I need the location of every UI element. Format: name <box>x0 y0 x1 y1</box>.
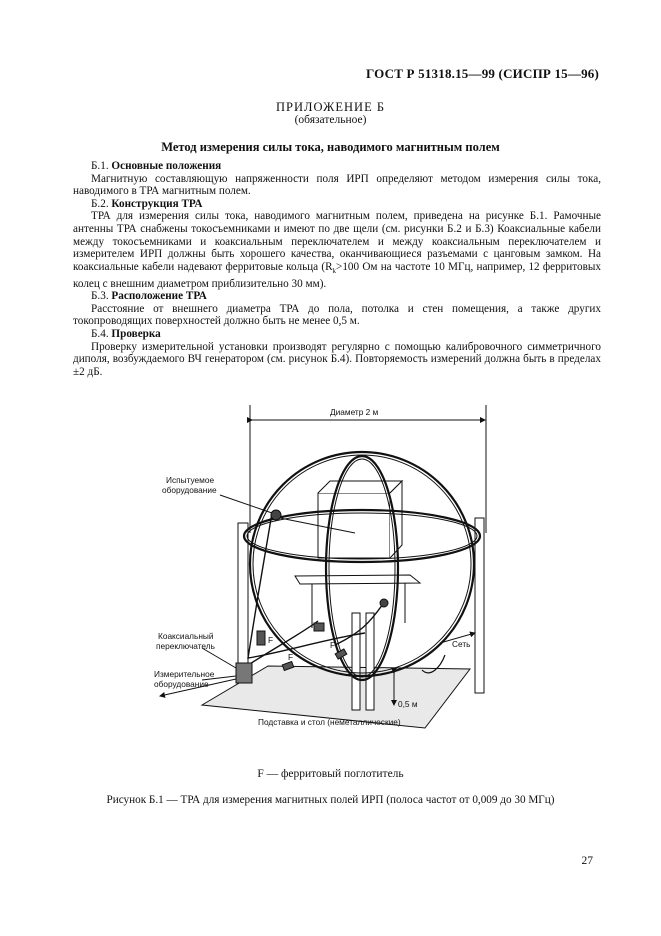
coax-switch <box>236 663 252 683</box>
appendix-subtitle: (обязательное) <box>294 114 367 126</box>
heading-b1: Б.1. Основные положения <box>91 160 222 172</box>
appendix-title: ПРИЛОЖЕНИЕ Б <box>275 100 386 114</box>
ferrite-4 <box>314 623 324 631</box>
table-top <box>295 575 420 584</box>
heading-b3: Б.3. Расположение ТРА <box>91 290 207 303</box>
heading-b4: Б.4. Проверка <box>91 327 161 340</box>
label-mains: Сеть <box>452 639 471 649</box>
right-upright <box>475 518 484 693</box>
figure-legend: F — ферритовый поглотитель <box>257 768 404 780</box>
section-title: Метод измерения силы тока, наводимого магнитным полем <box>161 140 500 154</box>
center-post-right <box>366 613 374 710</box>
label-eut-1: Испытуемое <box>166 475 215 485</box>
label-eut-2: оборудование <box>162 485 217 495</box>
label-ferrite-1: F <box>268 635 274 645</box>
label-ferrite-3: F <box>330 640 336 650</box>
label-ferrite-2: F <box>288 652 294 662</box>
paragraph-b4: Проверку измерительной установки производят регулярно с помощью калибровочного симметричного диполя, возбуждаемого ВЧ генератором (см. рисунок Б.4). Повторяемость измерений должна быть в пределах ±2 дБ. <box>73 340 601 378</box>
paragraph-b2: ТРА для измерения силы тока, наводимого магнитным полем, приведена на рисунке Б.1. Рамочные антенны ТРА снабжены токосъемниками и имеют по две щели (см. рисунки Б.2 и Б.3) Коаксиальные кабели между токосъемниками и коаксиальным переключателем и между коаксиальным переключателем и измерителем ИРП должны быть хорошего качества, оканчивающиеся разъемами с цанговым замком. На коаксиальные кабели надевают ферритовые кольца ($R_k>100$ Ом на частоте 10 МГц, например, 12 ферритовых колец с внешним диаметром приблизительно 30 мм). <box>73 210 601 290</box>
center-post-left <box>352 613 360 710</box>
label-stand: Подставка и стол (неметаллические) <box>258 717 401 727</box>
label-coax-1: Коаксиальный <box>158 631 214 641</box>
figure-caption: Рисунок Б.1 — ТРА для измерения магнитных полей ИРП (полоса частот от 0,009 до 30 МГц) <box>106 794 555 806</box>
page-number: 27 <box>581 855 593 867</box>
paragraph-b3: Расстояние от внешнего диаметра ТРА до пола, потолка и стен помещения, а также других токопроводящих поверхностей должно быть не менее 0,5 м. <box>73 302 601 328</box>
ferrite-1 <box>257 631 265 645</box>
label-meas-1: Измерительное <box>154 669 215 679</box>
loop-antenna-figure <box>140 383 530 743</box>
left-upright <box>238 523 248 683</box>
label-height: 0,5 м <box>398 699 418 709</box>
heading-b2: Б.2. Конструкция ТРА <box>91 197 203 210</box>
label-meas-2: оборудование <box>154 679 209 689</box>
label-coax-2: переключатель <box>156 641 215 651</box>
label-diameter: Диаметр 2 м <box>330 407 379 417</box>
body-text <box>73 160 601 378</box>
paragraph-b1: Магнитную составляющую напряженности поля ИРП определяют методом измерения силы тока, наводимого в ТРА магнитным полем. <box>73 172 601 198</box>
document-header: ГОСТ Р 51318.15—99 (СИСПР 15—96) <box>366 66 599 81</box>
